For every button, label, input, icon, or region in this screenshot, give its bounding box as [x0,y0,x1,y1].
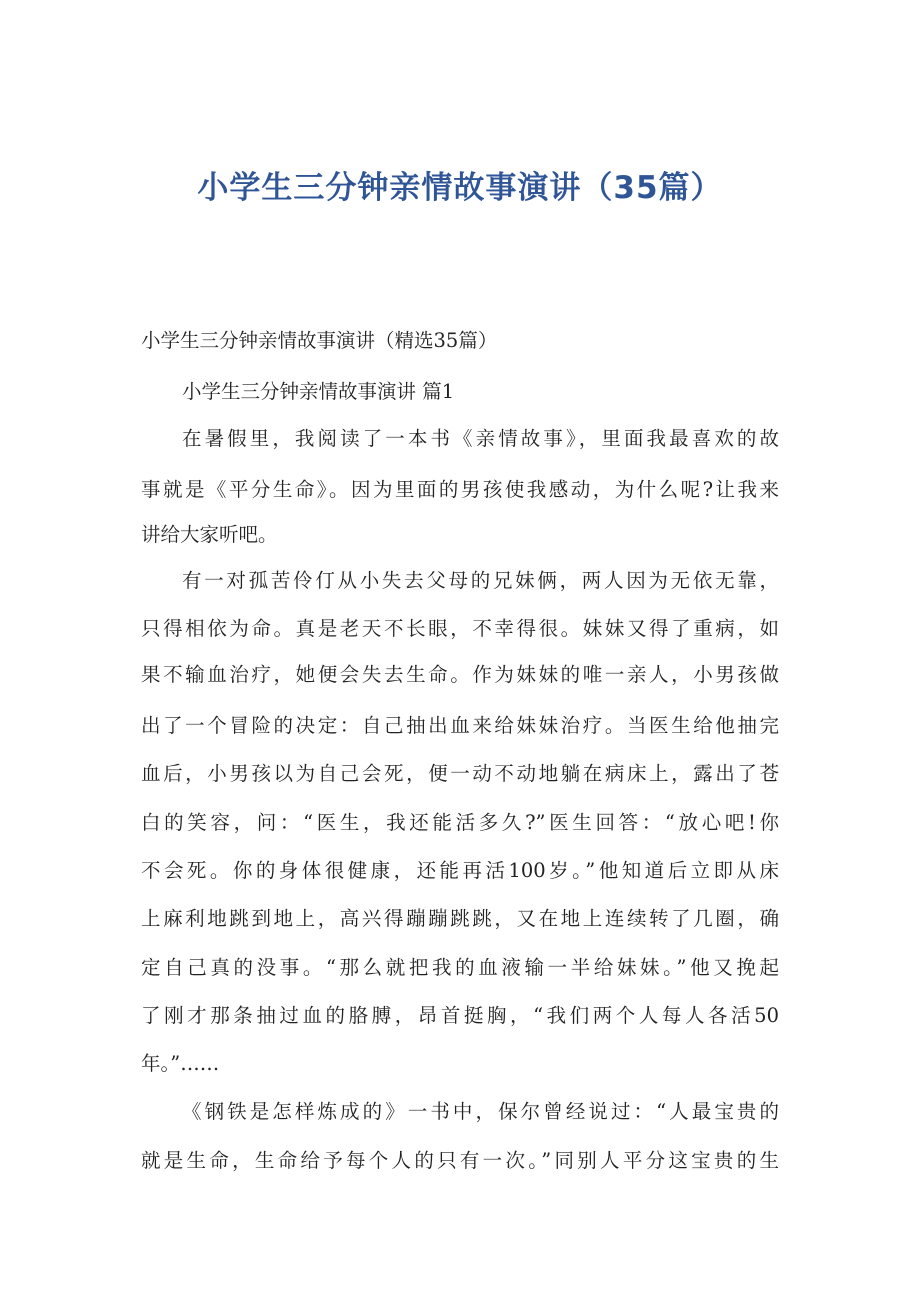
paragraph-line: 年。”…… [141,1052,220,1075]
paragraph-line: 就是生命，生命给予每个人的只有一次。”同别人平分这宝贵的生 [141,1149,779,1172]
paragraph-line: 只得相依为命。真是老天不长眼，不幸得很。妹妹又得了重病，如 [141,617,779,640]
paragraph-line: 事就是《平分生命》。因为里面的男孩使我感动，为什么呢?让我来 [141,478,779,501]
paragraph-line: 果不输血治疗，她便会失去生命。作为妹妹的唯一亲人，小男孩做 [141,663,779,686]
paragraph-line: 了刚才那条抽过血的胳膊，昂首挺胸，“我们两个人每人各活50 [141,1004,779,1027]
paragraph-line: 《钢铁是怎样炼成的》一书中，保尔曾经说过：“人最宝贵的 [182,1100,779,1123]
paragraph-line: 定自己真的没事。“那么就把我的血液输一半给妹妹。”他又挽起 [141,956,779,979]
document-title: 小学生三分钟亲情故事演讲（35篇） [197,170,723,206]
paragraph-line: 讲给大家听吧。 [141,523,278,546]
paragraph-line: 出了一个冒险的决定：自己抽出血来给妹妹治疗。当医生给他抽完 [141,714,779,737]
paragraph-line: 在暑假里，我阅读了一本书《亲情故事》，里面我最喜欢的故 [182,427,779,450]
section-heading: 小学生三分钟亲情故事演讲 篇1 [182,380,455,403]
document-subtitle: 小学生三分钟亲情故事演讲（精选35篇） [141,329,498,352]
paragraph-line: 有一对孤苦伶仃从小失去父母的兄妹俩，两人因为无依无靠， [182,569,779,592]
paragraph-line: 白的笑容，问：“医生，我还能活多久?”医生回答：“放心吧!你 [141,811,779,834]
paragraph-line: 上麻利地跳到地上，高兴得蹦蹦跳跳，又在地上连续转了几圈，确 [141,907,779,930]
paragraph-line: 不会死。你的身体很健康，还能再活100岁。”他知道后立即从床 [141,859,779,882]
paragraph-line: 血后，小男孩以为自己会死，便一动不动地躺在病床上，露出了苍 [141,762,779,785]
